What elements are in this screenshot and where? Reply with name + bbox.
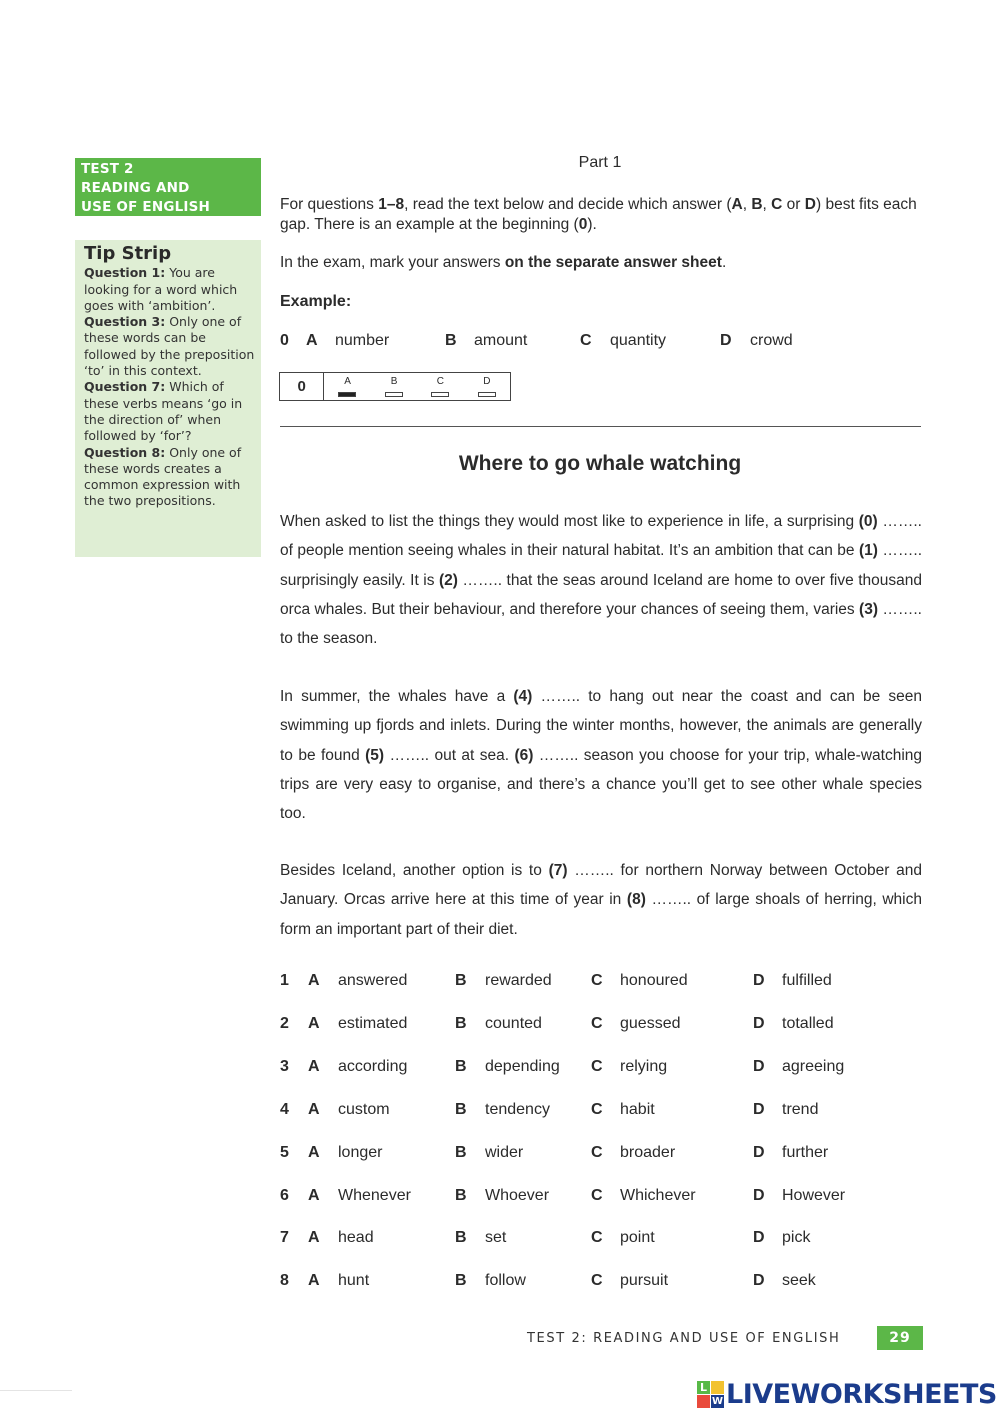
test-header-line: READING AND bbox=[81, 180, 190, 196]
option-letter: B bbox=[455, 972, 467, 989]
option-letter: B bbox=[455, 1143, 467, 1161]
exam-note-text: . bbox=[721, 254, 727, 271]
option-word[interactable]: tendency bbox=[485, 1100, 550, 1118]
passage-text: …….. to hang out near the coast and can be seen swimming up fjords and inlets. During the winter months, however, the animals are generally to be found bbox=[280, 688, 922, 764]
option-word[interactable]: pick bbox=[782, 1229, 811, 1247]
question-row bbox=[280, 1058, 920, 1082]
passage-text: …….. season you choose for your trip, whale-watching trips are very easy to organise, and there’s a chance you’ll get to see other whale species too. bbox=[280, 746, 923, 823]
tip-strip-title: Tip Strip bbox=[84, 243, 172, 264]
option-letter: C bbox=[591, 1014, 603, 1032]
option-word[interactable]: further bbox=[782, 1143, 829, 1161]
question-number: 2 bbox=[280, 1014, 289, 1032]
tip-text: You are looking for a word which goes with ‘ambition’. bbox=[84, 265, 238, 313]
option-word[interactable]: wider bbox=[485, 1143, 524, 1161]
example-letter: C bbox=[580, 332, 592, 349]
option-word[interactable]: rewarded bbox=[485, 972, 552, 989]
passage-text: …….. of large shoals of herring, which form an important part of their diet. bbox=[280, 891, 922, 938]
option-word[interactable]: However bbox=[782, 1186, 846, 1204]
liveworksheets-watermark bbox=[697, 1379, 997, 1409]
instr-text: For questions bbox=[280, 196, 379, 213]
option-word[interactable]: Whichever bbox=[620, 1186, 696, 1204]
option-letter: B bbox=[455, 1100, 467, 1118]
divider bbox=[0, 1390, 72, 1391]
option-word[interactable]: estimated bbox=[338, 1014, 408, 1032]
passage-text: In summer, the whales have a bbox=[280, 688, 514, 705]
option-letter: A bbox=[308, 972, 320, 989]
option-word[interactable]: follow bbox=[485, 1272, 526, 1290]
tip-question-label: Question 7: bbox=[84, 379, 166, 395]
passage-text: …….. for northern Norway between October and January. Orcas arrive here at this time of year in bbox=[280, 862, 922, 909]
question-number: 5 bbox=[280, 1143, 289, 1161]
question-number: 7 bbox=[280, 1229, 289, 1247]
option-letter: A bbox=[308, 1143, 320, 1161]
option-letter: C bbox=[591, 1057, 603, 1075]
example-letter: B bbox=[445, 332, 457, 349]
question-number: 1 bbox=[280, 972, 289, 989]
part-title: Part 1 bbox=[578, 154, 622, 171]
instr-bold: B bbox=[751, 196, 763, 213]
option-word[interactable]: according bbox=[338, 1057, 408, 1075]
tip-item bbox=[84, 379, 255, 444]
question-row bbox=[280, 1272, 920, 1296]
gap-number: (2) bbox=[438, 571, 458, 589]
instr-bold: A bbox=[731, 196, 743, 213]
liveworksheets-text: LIVEWORKSHEETS bbox=[726, 1378, 997, 1410]
tip-item bbox=[84, 314, 255, 379]
option-letter: B bbox=[455, 1272, 467, 1290]
instr-bold: 1–8 bbox=[378, 196, 405, 213]
option-word[interactable]: Whenever bbox=[338, 1186, 411, 1204]
passage-text: …….. out at sea. bbox=[384, 746, 515, 764]
tip-item bbox=[84, 265, 255, 314]
logo-letter: W bbox=[711, 1395, 724, 1407]
option-letter: D bbox=[753, 1100, 765, 1118]
passage-paragraph bbox=[280, 682, 922, 828]
example-letter: A bbox=[306, 332, 318, 349]
option-letter: B bbox=[455, 1229, 467, 1247]
example-row bbox=[280, 332, 920, 354]
exam-note-bold: on the separate answer sheet bbox=[504, 254, 722, 271]
tip-text: Only one of these words creates a common expression with the two prepositions. bbox=[84, 444, 242, 509]
logo-letter: L bbox=[697, 1381, 710, 1394]
gap-number: (3) bbox=[859, 600, 878, 618]
logo-tile bbox=[711, 1381, 724, 1394]
answer-option-letter: A bbox=[344, 376, 351, 387]
instr-text: , bbox=[742, 196, 752, 213]
option-letter: B bbox=[455, 1057, 467, 1075]
answer-option-letter: D bbox=[483, 376, 491, 387]
passage-text: …….. of people mention seeing whales in their natural habitat. It’s an ambition that can be bbox=[280, 513, 922, 560]
option-word[interactable]: hunt bbox=[338, 1272, 370, 1290]
option-word[interactable]: guessed bbox=[620, 1014, 681, 1032]
question-number: 6 bbox=[280, 1186, 289, 1204]
tip-strip bbox=[75, 240, 261, 557]
gap-number: (0) bbox=[858, 513, 878, 530]
instr-text: ) best fits each gap. There is an example at the beginning ( bbox=[280, 196, 917, 233]
test-header bbox=[75, 158, 261, 216]
passage-text: …….. that the seas around Iceland are home to over five thousand orca whales. But their behaviour, and therefore your chances of seeing them, varies bbox=[280, 571, 922, 618]
tip-question-label: Question 1: bbox=[84, 265, 166, 281]
tip-question-label: Question 8: bbox=[84, 444, 166, 460]
option-word[interactable]: broader bbox=[620, 1143, 676, 1161]
footer-text: TEST 2: READING AND USE OF ENGLISH bbox=[527, 1331, 841, 1346]
tip-question-label: Question 3: bbox=[84, 314, 166, 330]
question-row bbox=[280, 1015, 920, 1039]
option-letter: A bbox=[308, 1057, 320, 1075]
option-letter: D bbox=[753, 1186, 765, 1204]
example-word: quantity bbox=[610, 332, 667, 349]
exam-note bbox=[280, 254, 920, 272]
gap-number: (8) bbox=[626, 891, 646, 909]
option-letter: C bbox=[591, 1143, 603, 1161]
answer-option bbox=[324, 373, 370, 400]
example-label: Example: bbox=[280, 293, 352, 310]
option-word[interactable]: seek bbox=[782, 1272, 816, 1290]
option-letter: A bbox=[308, 1100, 320, 1118]
option-word[interactable]: fulfilled bbox=[782, 972, 832, 989]
page-number: 29 bbox=[877, 1326, 923, 1350]
instr-text: ). bbox=[587, 216, 597, 233]
option-letter: C bbox=[591, 1229, 603, 1247]
instr-bold: 0 bbox=[578, 216, 588, 233]
passage-text: …….. to the season. bbox=[280, 600, 922, 648]
passage-paragraph bbox=[280, 856, 922, 944]
example-word: amount bbox=[474, 332, 528, 349]
option-word[interactable]: trend bbox=[782, 1100, 819, 1118]
answer-option-letter: C bbox=[436, 376, 445, 387]
gap-number: (5) bbox=[365, 746, 385, 764]
option-word[interactable]: custom bbox=[338, 1100, 390, 1118]
option-letter: A bbox=[308, 1186, 320, 1204]
option-letter: D bbox=[753, 1014, 765, 1032]
instr-text: or bbox=[782, 196, 805, 213]
option-letter: B bbox=[455, 1186, 467, 1204]
exam-note-text: In the exam, mark your answers bbox=[280, 254, 505, 271]
option-letter: D bbox=[753, 972, 765, 989]
answer-option bbox=[417, 373, 463, 400]
liveworksheets-logo-icon bbox=[697, 1381, 724, 1408]
question-row bbox=[280, 1229, 920, 1253]
answer-option bbox=[464, 373, 510, 400]
test-header-line: TEST 2 bbox=[81, 161, 134, 177]
passage-title: Where to go whale watching bbox=[458, 452, 742, 475]
question-row bbox=[280, 1101, 920, 1125]
question-number: 8 bbox=[280, 1272, 289, 1290]
answer-bubble bbox=[431, 392, 449, 397]
instructions bbox=[280, 195, 922, 235]
answer-bubble bbox=[338, 392, 356, 397]
option-letter: D bbox=[753, 1272, 765, 1290]
option-word[interactable]: head bbox=[338, 1229, 374, 1247]
answer-box-number: 0 bbox=[280, 373, 324, 400]
gap-number: (4) bbox=[513, 688, 533, 705]
option-letter: A bbox=[308, 1014, 320, 1032]
option-letter: C bbox=[591, 1272, 603, 1290]
option-word[interactable]: set bbox=[485, 1229, 507, 1247]
answer-option-letter: B bbox=[390, 376, 398, 387]
tip-text: Only one of these words can be followed by the preposition ‘to’ in this context. bbox=[84, 314, 255, 379]
answer-bubble bbox=[478, 392, 496, 397]
option-letter: C bbox=[591, 972, 603, 989]
question-row bbox=[280, 1187, 920, 1211]
instr-bold: C bbox=[771, 196, 783, 213]
tip-text: Which of these verbs means ‘go in the direction of’ when followed by ‘for’? bbox=[84, 379, 243, 444]
divider bbox=[280, 426, 921, 427]
passage-text: Besides Iceland, another option is to bbox=[280, 862, 549, 879]
option-letter: C bbox=[591, 1186, 603, 1204]
gap-number: (1) bbox=[859, 542, 878, 560]
option-word[interactable]: longer bbox=[338, 1143, 383, 1161]
option-word[interactable]: depending bbox=[485, 1057, 560, 1075]
option-word[interactable]: honoured bbox=[620, 972, 688, 989]
example-answer-box bbox=[279, 372, 511, 401]
option-word[interactable]: habit bbox=[620, 1100, 655, 1118]
tip-item bbox=[84, 445, 255, 510]
instr-text: , bbox=[762, 196, 772, 213]
option-letter: C bbox=[591, 1100, 603, 1118]
example-letter: D bbox=[720, 332, 732, 349]
option-word[interactable]: agreeing bbox=[782, 1057, 845, 1075]
option-word[interactable]: point bbox=[620, 1229, 655, 1247]
option-letter: A bbox=[308, 1272, 320, 1290]
option-letter: B bbox=[455, 1014, 467, 1032]
option-word[interactable]: answered bbox=[338, 972, 408, 989]
option-word[interactable]: totalled bbox=[782, 1014, 834, 1032]
answer-bubble bbox=[385, 392, 403, 397]
test-header-line: USE OF ENGLISH bbox=[81, 199, 211, 215]
option-letter: A bbox=[308, 1229, 320, 1247]
example-number: 0 bbox=[280, 332, 289, 349]
gap-number: (7) bbox=[548, 862, 568, 879]
passage-text: …….. surprisingly easily. It is bbox=[280, 542, 923, 589]
instr-text: , read the text below and decide which answer ( bbox=[404, 196, 732, 213]
option-word[interactable]: Whoever bbox=[485, 1186, 550, 1204]
instr-bold: D bbox=[804, 196, 816, 213]
answer-option bbox=[371, 373, 417, 400]
option-word[interactable]: pursuit bbox=[620, 1272, 669, 1290]
option-word[interactable]: counted bbox=[485, 1014, 542, 1032]
option-word[interactable]: relying bbox=[620, 1057, 668, 1075]
passage-paragraph bbox=[280, 507, 922, 653]
option-letter: D bbox=[753, 1229, 765, 1247]
logo-tile bbox=[697, 1395, 710, 1408]
question-number: 4 bbox=[280, 1100, 289, 1118]
passage-text: When asked to list the things they would most like to experience in life, a surprising bbox=[280, 513, 859, 530]
question-row bbox=[280, 972, 920, 996]
question-row bbox=[280, 1144, 920, 1168]
gap-number: (6) bbox=[514, 746, 534, 764]
option-letter: D bbox=[753, 1143, 765, 1161]
question-number: 3 bbox=[280, 1057, 289, 1075]
example-word: crowd bbox=[750, 332, 793, 349]
option-letter: D bbox=[753, 1057, 765, 1075]
example-word: number bbox=[335, 332, 390, 349]
